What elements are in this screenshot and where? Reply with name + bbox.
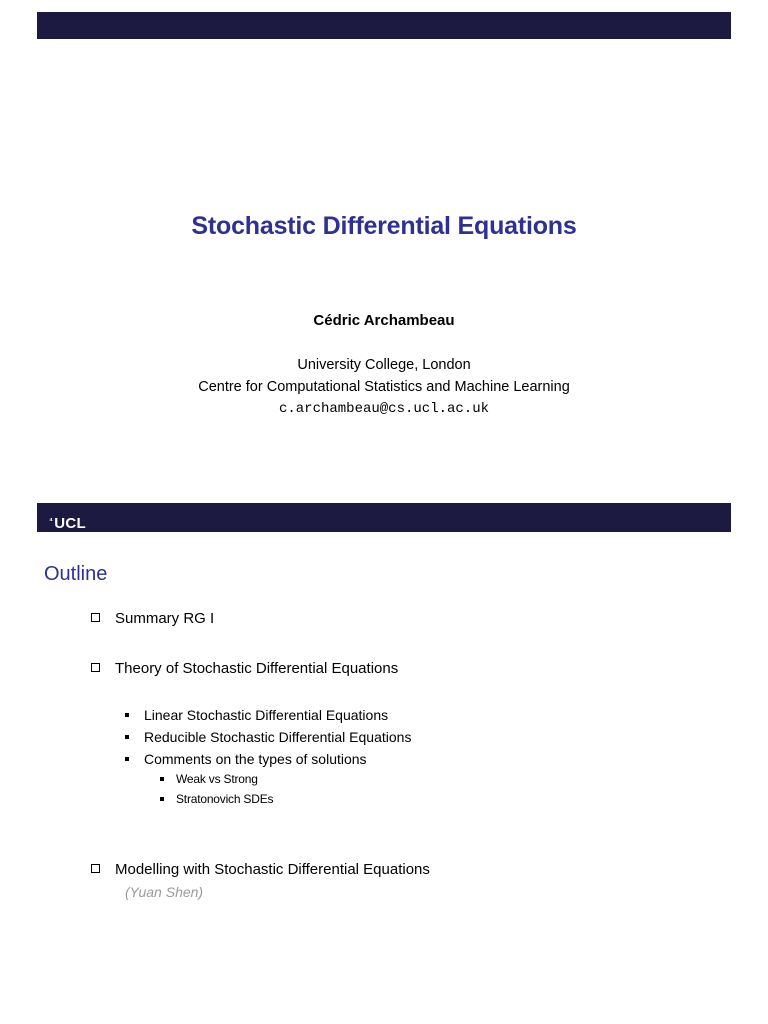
ucl-logo <box>49 515 86 532</box>
ucl-logo-mark: ⁴ <box>49 516 54 525</box>
slide-divider-bar <box>37 503 731 532</box>
outline-item <box>91 660 398 677</box>
header-bar <box>37 12 731 39</box>
outline-item-label: Summary RG I <box>115 610 215 627</box>
affiliation-centre: Centre for Computational Statistics and Machine Learning <box>198 379 570 395</box>
outline-sub-item-label: Comments on the types of solutions <box>144 751 367 767</box>
checkbox-bullet-icon <box>91 663 100 672</box>
outline-sub-item <box>125 751 367 767</box>
outline-sub-sub-item <box>160 772 258 786</box>
outline-item <box>91 610 214 627</box>
square-bullet-icon <box>125 757 129 761</box>
ucl-logo-text: UCL <box>54 515 86 532</box>
outline-sub-item <box>125 707 388 723</box>
author-name: Cédric Archambeau <box>313 312 455 329</box>
outline-item-label: Modelling with Stochastic Differential Equations <box>115 861 430 878</box>
slide-title: Stochastic Differential Equations <box>191 212 577 240</box>
outline-item <box>91 861 430 878</box>
square-bullet-icon <box>160 777 164 781</box>
checkbox-bullet-icon <box>91 613 100 622</box>
outline-sub-sub-item-label: Stratonovich SDEs <box>176 792 274 806</box>
outline-sub-item-label: Reducible Stochastic Differential Equations <box>144 729 412 745</box>
divider-notch <box>37 499 103 503</box>
outline-heading: Outline <box>44 563 108 585</box>
presenter-note: (Yuan Shen) <box>125 884 204 900</box>
outline-sub-sub-item <box>160 792 273 806</box>
outline-item-label: Theory of Stochastic Differential Equations <box>115 660 399 677</box>
outline-sub-sub-item-label: Weak vs Strong <box>176 772 258 786</box>
outline-sub-item-label: Linear Stochastic Differential Equations <box>144 707 389 723</box>
checkbox-bullet-icon <box>91 864 100 873</box>
square-bullet-icon <box>125 713 129 717</box>
square-bullet-icon <box>125 735 129 739</box>
author-email: c.archambeau@cs.ucl.ac.uk <box>278 401 490 417</box>
square-bullet-icon <box>160 797 164 801</box>
outline-sub-item <box>125 729 411 745</box>
affiliation-university: University College, London <box>297 357 471 373</box>
